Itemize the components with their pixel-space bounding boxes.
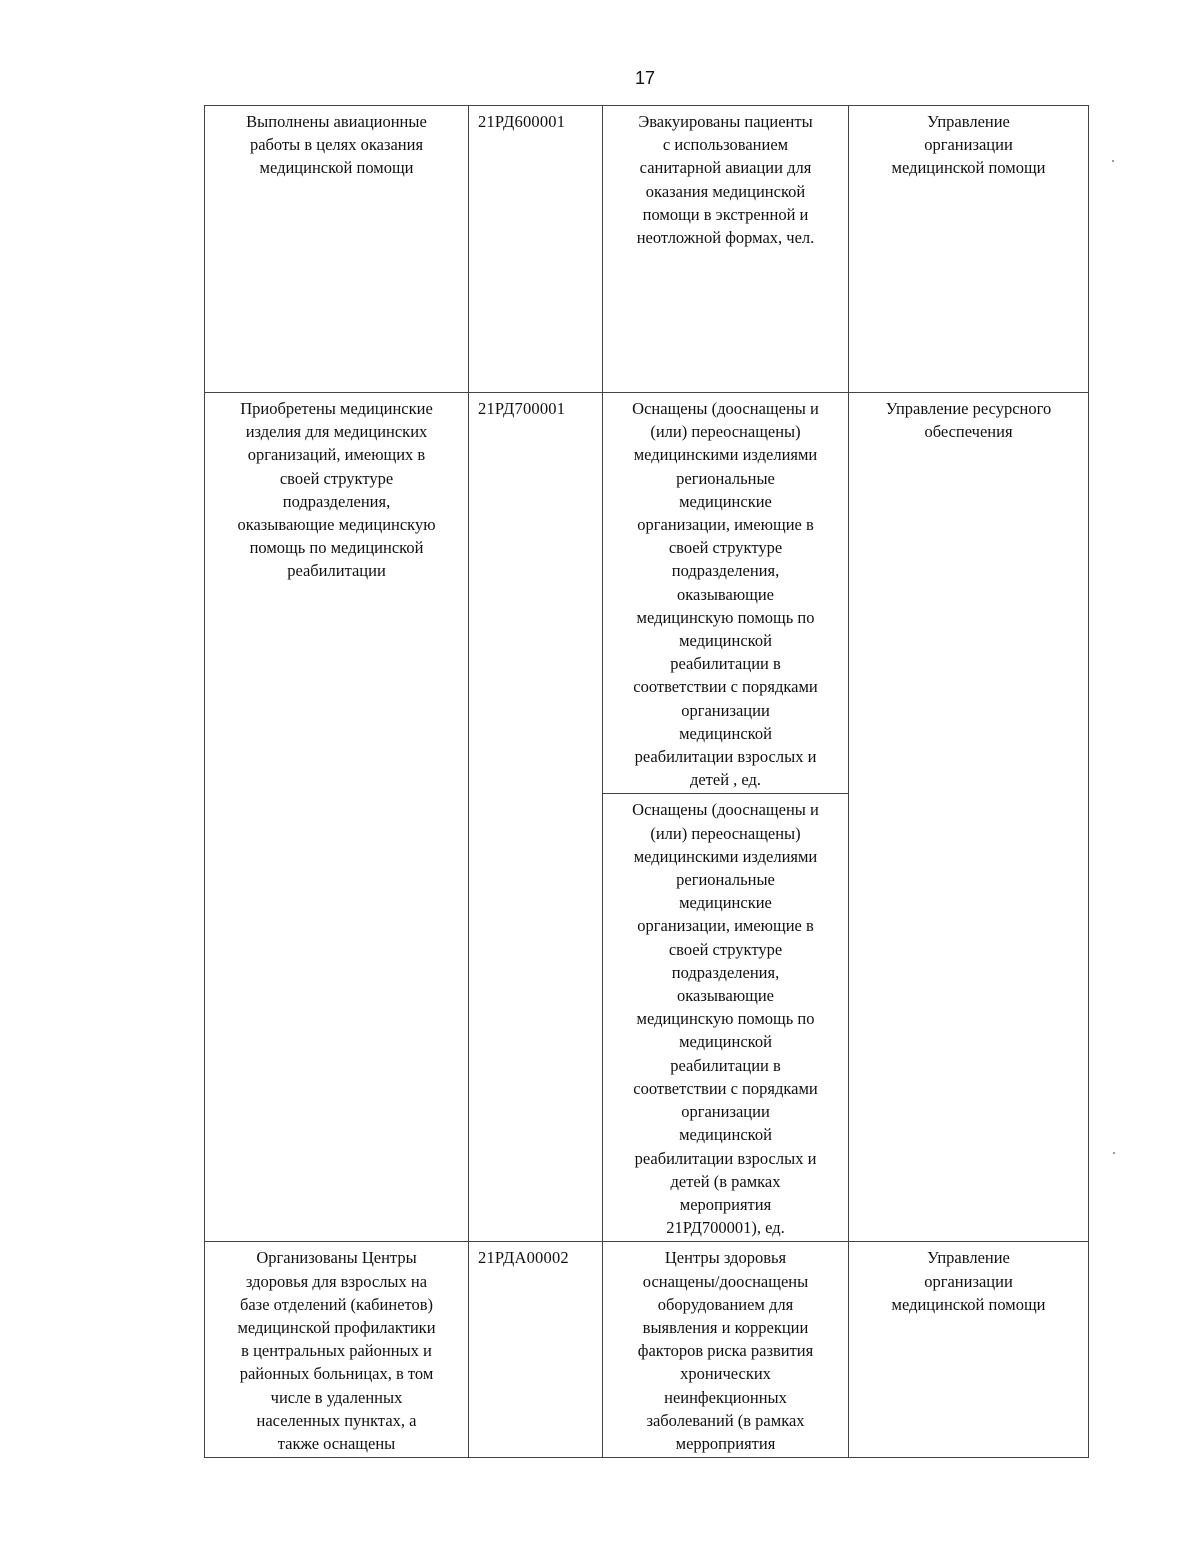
code-cell: 21РД700001 xyxy=(469,393,603,1242)
code-cell: 21РД600001 xyxy=(469,106,603,393)
responsible-cell: Управление организации медицинской помощи xyxy=(849,106,1089,393)
indicator-cell: Эвакуированы пациенты с использованием санитарной авиации для оказания медицинской помощи в экстренной и неотложной формах, чел. xyxy=(603,106,849,393)
table-row xyxy=(205,1242,1089,1458)
responsible-cell: Управление организации медицинской помощи xyxy=(849,1242,1089,1458)
code-cell: 21РДА00002 xyxy=(469,1242,603,1458)
result-cell: Организованы Центры здоровья для взрослых на базе отделений (кабинетов) медицинской профилактики в центральных районных и районных больницах, в том числе в удаленных населенных пунктах, а также оснащены xyxy=(205,1242,469,1458)
indicator-cell: Оснащены (дооснащены и (или) переоснащены) медицинскими изделиями региональные медицинские организации, имеющие в своей структуре подразделения, оказывающие медицинскую помощь по медицинской реабилитации в соответствии с порядками организации медицинской реабилитации взрослых и детей (в рамках мероприятия 21РД700001), ед. xyxy=(603,794,849,1242)
table-row xyxy=(205,393,1089,794)
page-number: 17 xyxy=(634,68,656,88)
table-row xyxy=(205,106,1089,393)
scan-speck xyxy=(1113,1152,1115,1154)
indicator-cell: Оснащены (дооснащены и (или) переоснащены) медицинскими изделиями региональные медицинские организации, имеющие в своей структуре подразделения, оказывающие медицинскую помощь по медицинской реабилитации в соответствии с порядками организации медицинской реабилитации взрослых и детей , ед. xyxy=(603,393,849,794)
results-table xyxy=(204,105,1089,1458)
result-cell: Выполнены авиационные работы в целях оказания медицинской помощи xyxy=(205,106,469,393)
scan-speck xyxy=(1112,160,1114,162)
responsible-cell: Управление ресурсного обеспечения xyxy=(849,393,1089,1242)
indicator-cell: Центры здоровья оснащены/дооснащены оборудованием для выявления и коррекции факторов риска развития хронических неинфекционных заболеваний (в рамках мерроприятия xyxy=(603,1242,849,1458)
result-cell: Приобретены медицинские изделия для медицинских организаций, имеющих в своей структуре подразделения, оказывающие медицинскую помощь по медицинской реабилитации xyxy=(205,393,469,1242)
